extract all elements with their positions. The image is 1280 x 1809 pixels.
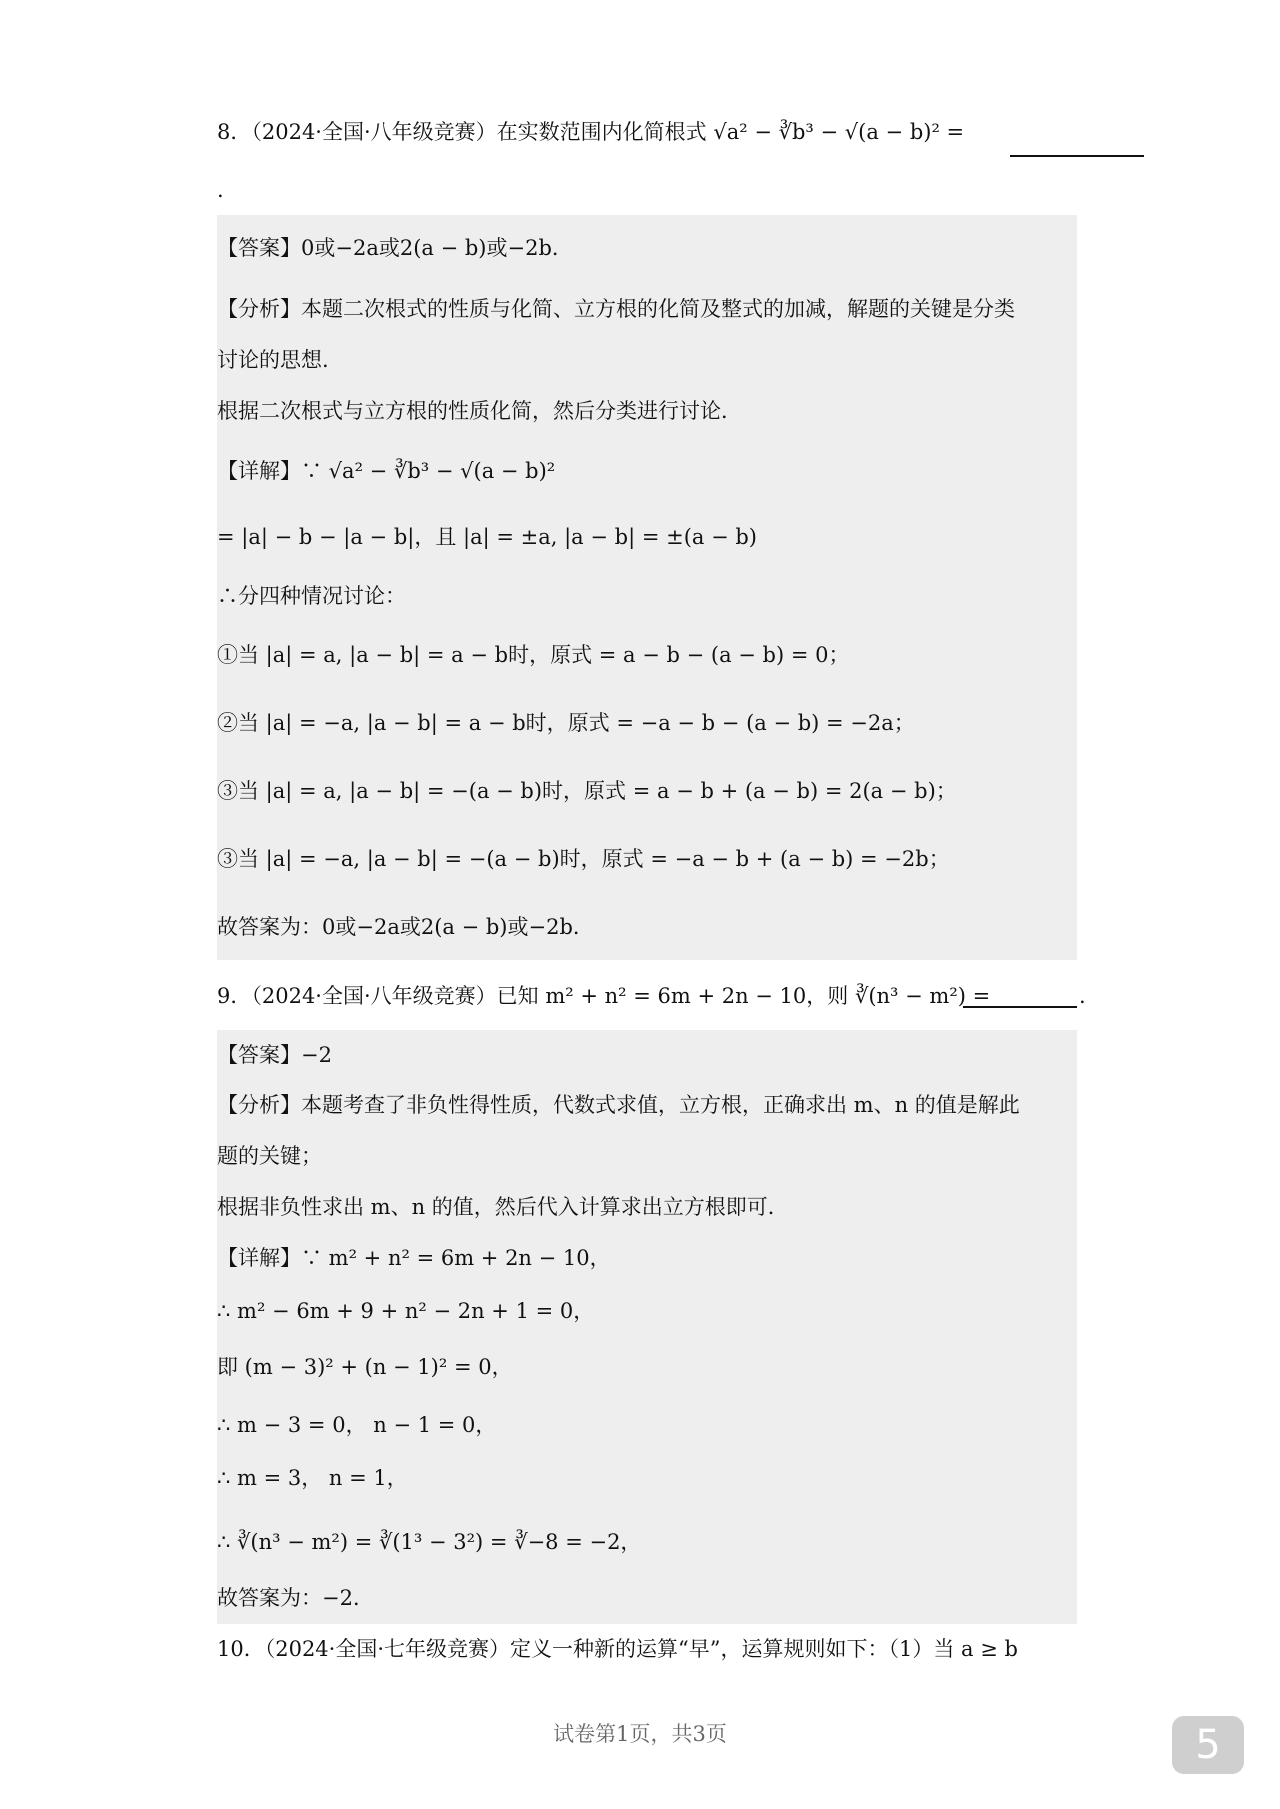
q9-detail-line-6: ∴ ∛(n³ − m²) = ∛(1³ − 3²) = ∛−8 = −2， [217, 1530, 642, 1554]
q8-analysis-line-2: 讨论的思想. [217, 348, 329, 372]
q8-case-2: ②当 |a| = −a, |a − b| = a − b时，原式 = −a − b − (a − b) = −2a； [217, 711, 915, 735]
q9-stem-end: . [1079, 984, 1086, 1008]
q8-detail-line-3: ∴分四种情况讨论： [217, 584, 406, 608]
q9-answer-blank [963, 1006, 1077, 1008]
page-footer: 试卷第1页，共3页 [553, 1722, 727, 1746]
q9-stem: 9．（2024·全国·八年级竞赛）已知 m² + n² = 6m + 2n − 10，则 ∛(n³ − m²) = [217, 984, 991, 1008]
q9-detail-line-3: 即 (m − 3)² + (n − 1)² = 0， [217, 1355, 513, 1379]
page-number-badge: 5 [1172, 1716, 1244, 1774]
q8-analysis-line-1: 【分析】本题二次根式的性质与化简、立方根的化简及整式的加减，解题的关键是分类 [217, 297, 1015, 321]
q8-case-4: ③当 |a| = −a, |a − b| = −(a − b)时，原式 = −a − b + (a − b) = −2b； [217, 847, 950, 871]
q9-detail-line-4: ∴ m − 3 = 0， n − 1 = 0， [217, 1413, 497, 1437]
q8-detail-line-1: 【详解】∵ √a² − ∛b³ − √(a − b)² [217, 459, 556, 483]
q9-detail-line-5: ∴ m = 3， n = 1， [217, 1466, 408, 1490]
q8-detail-line-2: = |a| − b − |a − b|，且 |a| = ±a, |a − b| = ±(a − b) [217, 525, 757, 549]
q9-analysis-line-1: 【分析】本题考查了非负性得性质，代数式求值，立方根，正确求出 m、n 的值是解此 [217, 1093, 1020, 1117]
q9-detail-line-1: 【详解】∵ m² + n² = 6m + 2n − 10， [217, 1246, 611, 1270]
q8-case-1: ①当 |a| = a, |a − b| = a − b时，原式 = a − b − (a − b) = 0； [217, 643, 850, 667]
q8-stem-end: . [217, 178, 224, 202]
q8-analysis-line-3: 根据二次根式与立方根的性质化简，然后分类进行讨论． [217, 399, 742, 423]
q9-analysis-line-3: 根据非负性求出 m、n 的值，然后代入计算求出立方根即可． [217, 1195, 789, 1219]
q8-answer-blank [1010, 155, 1144, 157]
q8-case-3: ③当 |a| = a, |a − b| = −(a − b)时，原式 = a − b + (a − b) = 2(a − b)； [217, 779, 957, 803]
q8-conclusion: 故答案为：0或−2a或2(a − b)或−2b． [217, 915, 594, 939]
q8-answer: 【答案】0或−2a或2(a − b)或−2b． [217, 236, 573, 260]
q9-analysis-line-2: 题的关键； [217, 1144, 322, 1168]
q10-stem: 10．（2024·全国·七年级竞赛）定义一种新的运算“早”，运算规则如下：（1）当 a ≥ b [217, 1637, 1018, 1661]
q9-detail-line-2: ∴ m² − 6m + 9 + n² − 2n + 1 = 0， [217, 1299, 595, 1323]
q8-stem: 8．（2024·全国·八年级竞赛）在实数范围内化简根式 √a² − ∛b³ − √(a − b)² = [217, 120, 965, 144]
q9-answer: 【答案】−2 [217, 1043, 332, 1067]
q9-conclusion: 故答案为：−2． [217, 1586, 374, 1610]
